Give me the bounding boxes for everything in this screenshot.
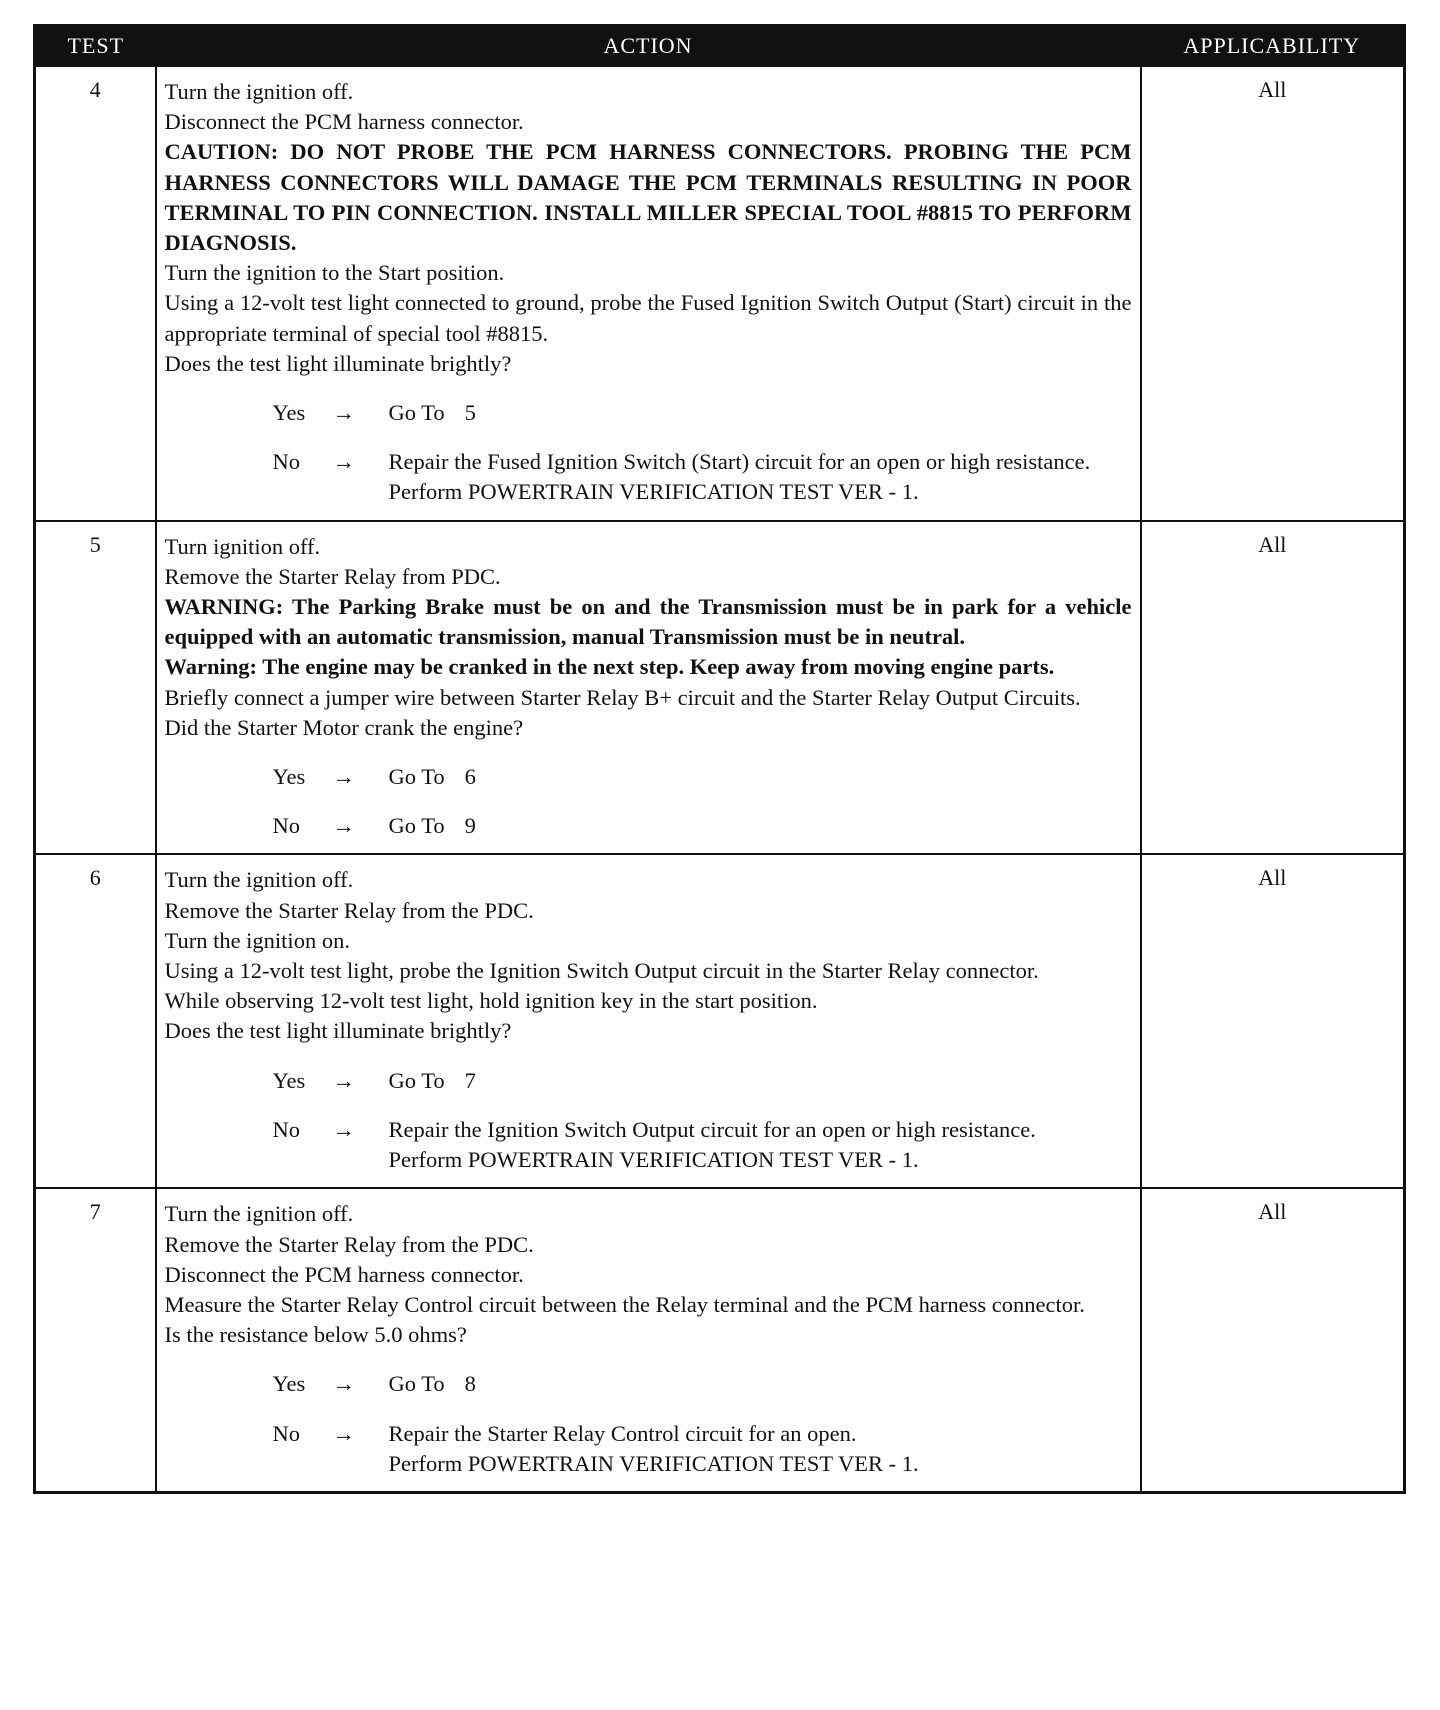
header-applicability: APPLICABILITY bbox=[1141, 26, 1405, 67]
goto-label: Go To bbox=[388, 1371, 445, 1397]
action-step: Turn the ignition to the Start position. bbox=[164, 260, 505, 286]
no-branch bbox=[165, 447, 1132, 507]
action-step: While observing 12-volt test light, hold ignition key in the start position. bbox=[164, 988, 818, 1014]
warning-text: Warning: The engine may be cranked in the next step. Keep away from moving engine parts. bbox=[164, 654, 1055, 680]
test-question: Did the Starter Motor crank the engine? bbox=[164, 714, 524, 740]
header-action: ACTION bbox=[156, 26, 1141, 67]
no-branch bbox=[165, 1115, 1132, 1175]
test-question: Is the resistance below 5.0 ohms? bbox=[164, 1322, 467, 1348]
header-test: TEST bbox=[35, 26, 156, 67]
no-label: No bbox=[272, 1116, 300, 1142]
repair-instruction: Repair the Ignition Switch Output circuit for an open or high resistance. bbox=[388, 1116, 1036, 1142]
yes-label: Yes bbox=[272, 1067, 306, 1093]
test-action bbox=[156, 66, 1141, 521]
test-number: 4 bbox=[35, 66, 156, 521]
goto-label: Go To bbox=[388, 400, 445, 426]
yes-label: Yes bbox=[272, 1371, 306, 1397]
yes-branch bbox=[165, 762, 1132, 792]
repair-instruction: Repair the Fused Ignition Switch (Start) circuit for an open or high resistance. bbox=[388, 449, 1091, 475]
arrow-icon: → bbox=[332, 400, 355, 426]
table-header-row bbox=[35, 26, 1405, 67]
verification-instruction: Perform POWERTRAIN VERIFICATION TEST VER - 1. bbox=[388, 1147, 919, 1173]
goto-target: 6 bbox=[464, 764, 476, 790]
test-row-7 bbox=[35, 1188, 1405, 1492]
action-step: Using a 12-volt test light connected to ground, probe the Fused Ignition Switch Output (Start) circuit in the appropriate terminal of special tool #8815. bbox=[164, 290, 1132, 346]
yes-label: Yes bbox=[272, 764, 306, 790]
caution-text: CAUTION: DO NOT PROBE THE PCM HARNESS CONNECTORS. PROBING THE PCM HARNESS CONNECTORS WILL DAMAGE THE PCM TERMINALS RESULTING IN POOR TERMINAL TO PIN CONNECTION. INSTALL MILLER SPECIAL TOOL #8815 TO PERFORM DIAGNOSIS. bbox=[164, 139, 1132, 256]
action-step: Using a 12-volt test light, probe the Ignition Switch Output circuit in the Starter Relay connector. bbox=[164, 958, 1039, 984]
verification-instruction: Perform POWERTRAIN VERIFICATION TEST VER - 1. bbox=[388, 479, 919, 505]
arrow-icon: → bbox=[332, 449, 355, 475]
yes-branch bbox=[165, 1369, 1132, 1399]
yes-label: Yes bbox=[272, 400, 306, 426]
verification-instruction: Perform POWERTRAIN VERIFICATION TEST VER - 1. bbox=[388, 1450, 919, 1476]
goto-label: Go To bbox=[388, 764, 445, 790]
test-question: Does the test light illuminate brightly? bbox=[164, 350, 512, 376]
test-number: 7 bbox=[35, 1188, 156, 1492]
no-branch bbox=[165, 1419, 1132, 1479]
yes-branch bbox=[165, 1066, 1132, 1096]
action-step: Turn the ignition off. bbox=[164, 867, 354, 893]
action-step: Turn the ignition off. bbox=[164, 1201, 354, 1227]
no-label: No bbox=[272, 449, 300, 475]
yes-branch bbox=[165, 398, 1132, 428]
test-number: 5 bbox=[35, 521, 156, 855]
goto-target: 8 bbox=[464, 1371, 476, 1397]
warning-text: WARNING: The Parking Brake must be on and the Transmission must be in park for a vehicle equipped with an automatic transmission, manual Transmission must be in neutral. bbox=[164, 594, 1132, 650]
applicability-value: All bbox=[1141, 66, 1405, 521]
arrow-icon: → bbox=[332, 764, 355, 790]
goto-label: Go To bbox=[388, 813, 445, 839]
arrow-icon: → bbox=[332, 813, 355, 839]
repair-instruction: Repair the Starter Relay Control circuit for an open. bbox=[388, 1420, 857, 1446]
goto-target: 5 bbox=[464, 400, 476, 426]
test-action bbox=[156, 1188, 1141, 1492]
arrow-icon: → bbox=[332, 1371, 355, 1397]
applicability-value: All bbox=[1141, 1188, 1405, 1492]
action-step: Remove the Starter Relay from the PDC. bbox=[164, 1231, 534, 1257]
test-row-4 bbox=[35, 66, 1405, 521]
action-step: Briefly connect a jumper wire between Starter Relay B+ circuit and the Starter Relay Output Circuits. bbox=[164, 684, 1081, 710]
goto-target: 7 bbox=[464, 1067, 476, 1093]
action-step: Turn ignition off. bbox=[164, 533, 321, 559]
test-row-5 bbox=[35, 521, 1405, 855]
action-step: Turn the ignition off. bbox=[164, 79, 354, 104]
action-step: Remove the Starter Relay from PDC. bbox=[164, 563, 501, 589]
action-step: Disconnect the PCM harness connector. bbox=[164, 1261, 524, 1287]
diagnostic-test-table bbox=[33, 24, 1406, 1494]
arrow-icon: → bbox=[332, 1067, 355, 1093]
action-step: Measure the Starter Relay Control circuit between the Relay terminal and the PCM harness connector. bbox=[164, 1291, 1085, 1317]
no-label: No bbox=[272, 1420, 300, 1446]
no-label: No bbox=[272, 813, 300, 839]
goto-target: 9 bbox=[464, 813, 476, 839]
action-step: Turn the ignition on. bbox=[164, 927, 350, 953]
no-branch bbox=[165, 811, 1132, 841]
action-step: Remove the Starter Relay from the PDC. bbox=[164, 897, 534, 923]
diagnostic-test-document bbox=[33, 24, 1403, 1494]
arrow-icon: → bbox=[332, 1116, 355, 1142]
test-row-6 bbox=[35, 854, 1405, 1188]
test-action bbox=[156, 854, 1141, 1188]
action-step: Disconnect the PCM harness connector. bbox=[164, 109, 524, 135]
test-number: 6 bbox=[35, 854, 156, 1188]
test-action bbox=[156, 521, 1141, 855]
test-question: Does the test light illuminate brightly? bbox=[164, 1018, 512, 1044]
applicability-value: All bbox=[1141, 521, 1405, 855]
applicability-value: All bbox=[1141, 854, 1405, 1188]
goto-label: Go To bbox=[388, 1067, 445, 1093]
arrow-icon: → bbox=[332, 1420, 355, 1446]
